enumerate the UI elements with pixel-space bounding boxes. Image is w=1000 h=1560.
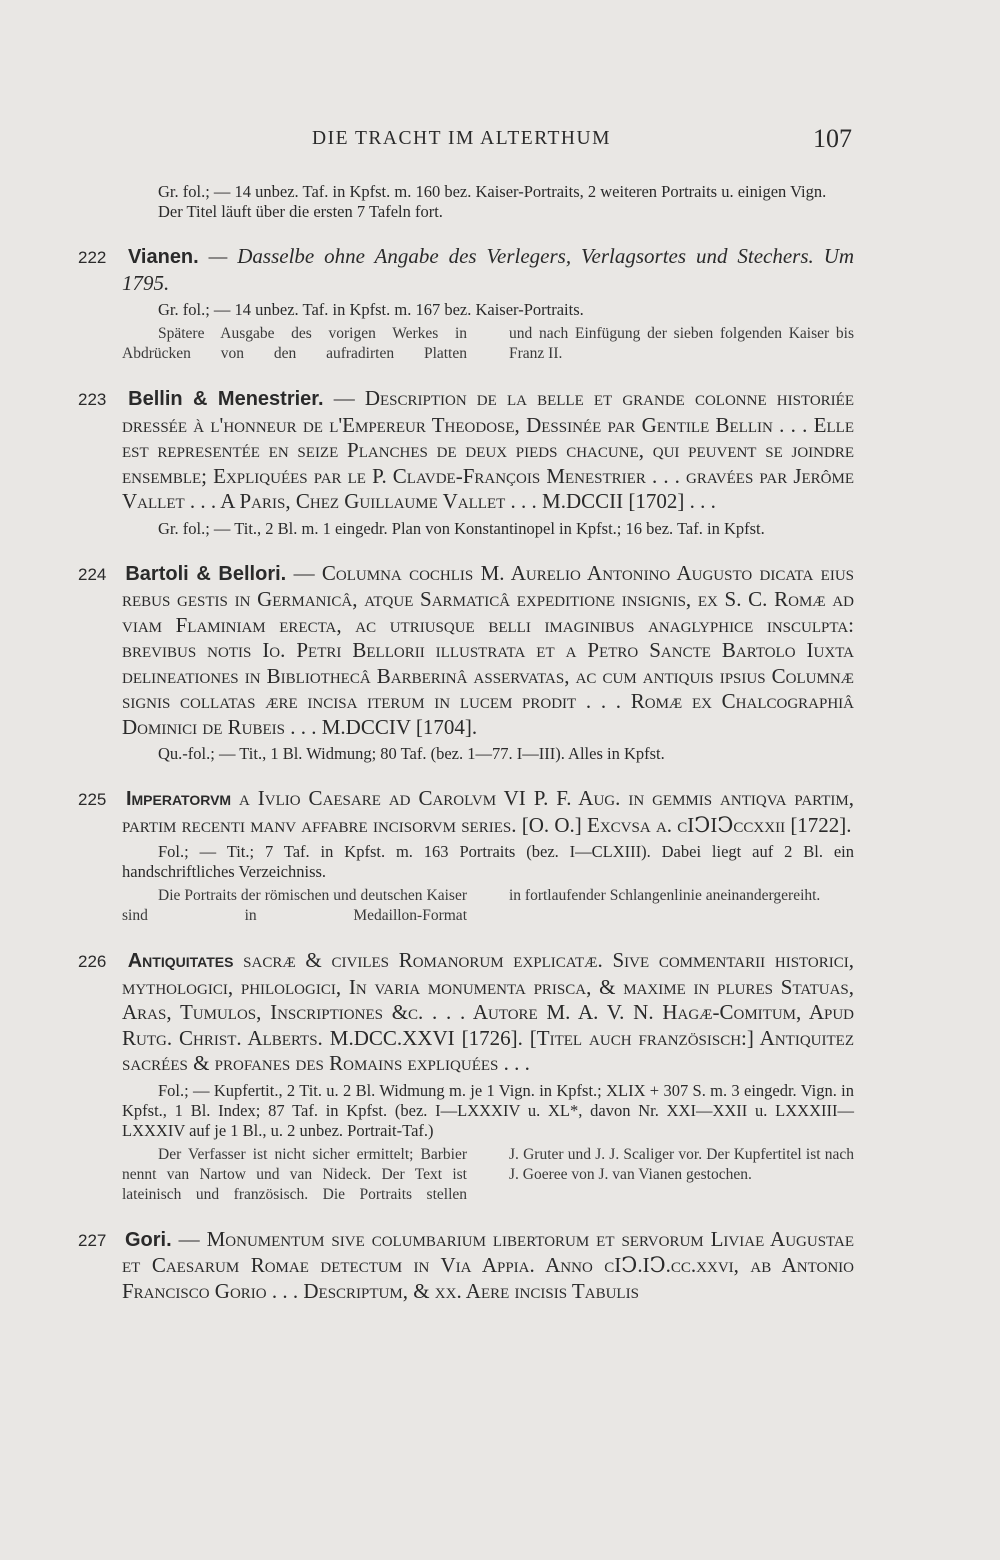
entry-name: Imperatorvm: [125, 788, 232, 810]
page-number: 107: [813, 124, 852, 153]
intro-description: Gr. fol.; — 14 unbez. Taf. in Kpfst. m. 160 bez. Kaiser-Portraits, 2 weiteren Portraits u. einigen Vign.: [158, 182, 827, 201]
entry-note: [122, 1145, 854, 1205]
entry-number: 226: [78, 952, 107, 971]
entry-name: Gori.: [124, 1228, 172, 1251]
entry-heading: [78, 386, 854, 515]
entry-heading: [78, 560, 854, 741]
entry-description: Fol.; — Kupfertit., 2 Tit. u. 2 Bl. Widmung m. je 1 Vign. in Kpfst.; XLIX + 307 S. m. 3 eingedr. Vign. in Kpfst., 1 Bl. Index; 87 Taf. in Kpfst. (bez. I—LXXXIV u. XL*, davon Nr. XXI—XXII u. LXXXIII—LXXXIV auf je 1 Bl., u. 2 unbez. Portrait-Taf.): [122, 1080, 854, 1140]
entry-note: [122, 886, 854, 926]
entry-description: Fol.; — Tit.; 7 Taf. in Kpfst. m. 163 Portraits (bez. I—CLXIII). Dabei liegt auf 2 Bl. ein handschriftliches Verzeichniss.: [122, 842, 854, 881]
entry-heading: [78, 1226, 855, 1305]
entry-number: 224: [78, 564, 107, 584]
entry-name: Bartoli & Bellori.: [125, 562, 287, 585]
catalog-entry-223: [78, 386, 854, 539]
entry-note: [122, 324, 854, 364]
running-head: [312, 124, 852, 158]
note-right: in fortlaufender Schlangenlinie aneinandergereiht.: [509, 887, 821, 904]
entry-heading: [78, 244, 855, 296]
entry-number: 222: [78, 248, 107, 267]
page-content: [78, 182, 855, 1304]
catalog-entry-227: [78, 1226, 855, 1305]
note-left: Die Portraits der römischen und deutschen Kaiser sind in Medaillon-Format: [122, 887, 467, 924]
entry-title: a Ivlio Caesare ad Carolvm VI P. F. Aug. in gemmis antiqva partim, partim recenti manv affabre incisorvm series. [O. O.] Excvsa a. cIↃIↃccxxii [1722].: [122, 786, 855, 837]
note-right: und nach Einfügung der sieben folgenden Kaiser bis Franz II.: [509, 325, 854, 362]
entry-title: — Columna cochlis M. Aurelio Antonino Augusto dicata eius rebus gestis in Germanicâ, atque Sarmaticâ expeditione insignis, ex S. C. Romæ ad viam Flaminiam erecta, ac utriusque belli imaginibus anaglyphice insculpta: brevibus notis Io. Petri Bellorii illustrata et a Petro Sancte Bartolo Iuxta delineationes in Bibliothecâ Barberinâ asservatas, ac cum antiquis ipsius Columnæ signis collatas ære incisa iterum in lucem prodit . . . Romæ ex Chalcographiâ Dominici de Rubeis . . . M.DCCIV [1704].: [122, 560, 854, 739]
entry-heading: [78, 786, 855, 838]
entry-title: sacræ & civiles Romanorum explicatæ. Sive commentarii historici, mythologici, philologici, In varia monumenta priſca, & maxime in plures Statuas, Aras, Tumulos, Inſcriptiones &c. . . . Autore M. A. V. N. Hagæ-Comitum, Apud Rutg. Christ. Alberts. M.DCC.XXVI [1726]. [Titel auch französisch:] Antiquitez sacrées & profanes des Romains expliquées . . .: [122, 948, 855, 1075]
entry-description: Gr. fol.; — 14 unbez. Taf. in Kpfst. m. 167 bez. Kaiser-Portraits.: [158, 300, 584, 319]
entry-number: 227: [78, 1230, 107, 1250]
entry-name: Antiquitates: [127, 950, 234, 972]
catalog-entry-222: [78, 244, 855, 364]
entry-title: — Dasselbe ohne Angabe des Verlegers, Verlagsortes und Stechers. Um 1795.: [122, 244, 855, 295]
entry-number: 225: [78, 790, 107, 809]
entry-name: Vianen.: [127, 246, 199, 268]
intro-note: Der Titel läuft über die ersten 7 Tafeln fort.: [158, 202, 443, 221]
catalog-entry-225: [78, 786, 855, 926]
entry-description: Qu.-fol.; — Tit., 1 Bl. Widmung; 80 Taf. (bez. 1—77. I—III). Alles in Kpfst.: [158, 744, 665, 763]
note-right: J. Gruter und J. J. Scaliger vor. Der Kupfertitel ist nach J. Goeree von J. van Vianen gestochen.: [509, 1145, 854, 1183]
catalog-entry-224: [78, 560, 854, 765]
note-left: Der Verfasser ist nicht sicher ermittelt; Barbier nennt van Nartow und van Nideck. Der Text ist lateinisch und französisch. Die Portraits stellen: [122, 1145, 467, 1203]
catalog-entry-226: [78, 948, 855, 1205]
entry-title: — Monumentum sive columbarium libertorum et servorum Liviae Augustae et Caesarum Romae detectum in Via Appia. Anno cIↃ.IↃ.cc.xxvi, ab Antonio Francisco Gorio . . . Deſcriptum, & xx. Aere inciſis Tabulis: [122, 1226, 855, 1303]
entry-number: 223: [78, 390, 107, 409]
entry-name: Bellin & Menestrier.: [128, 388, 324, 410]
entry-heading: [78, 948, 855, 1077]
entry-title: — Description de la belle et grande colonne historiée dreſſée à l'honneur de l'Empereur Theodoſe, Deſſinée par Gentile Bellin . . . Elle eſt repreſentée en ſeize Planches de deux pieds chacune, qui peuvent ſe joindre enſemble; Expliquées par le P. Clavde-François Menestrier . . . gravées par Jerôme Vallet . . . A Paris, Chez Guillaume Vallet . . . M.DCCII [1702] . . .: [122, 386, 854, 513]
note-left: Spätere Ausgabe des vorigen Werkes in Abdrücken von den aufradirten Platten: [122, 325, 467, 362]
entry-description: Gr. fol.; — Tit., 2 Bl. m. 1 eingedr. Plan von Konstantinopel in Kpfst.; 16 bez. Taf. in Kpfst.: [158, 518, 765, 538]
running-title: DIE TRACHT IM ALTERTHUM: [312, 128, 611, 149]
